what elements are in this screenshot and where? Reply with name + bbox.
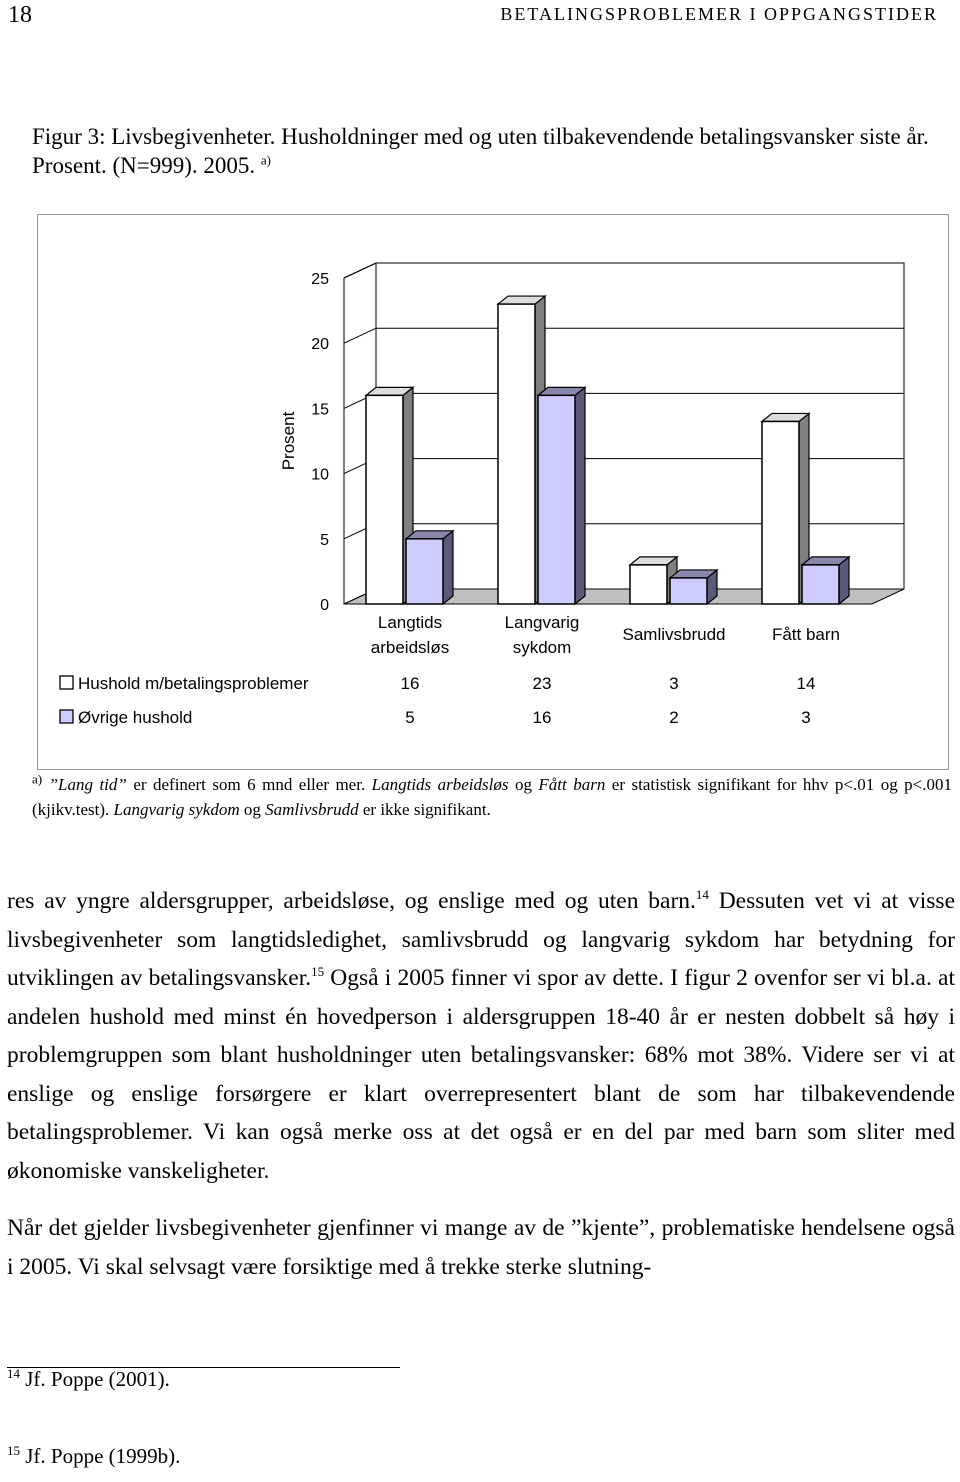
note-text: er statistisk signifikant for hhv p<.01 og p<.001 (kjikv.test). [32,775,952,819]
category-label: Fått barn [771,625,841,644]
category-label: arbeidsløs [370,638,450,657]
paragraph: Når det gjelder livsbegivenheter gjenfinner vi mange av de ”kjente”, problematiske hendelsene også i 2005. Vi skal selvsagt være forsiktige med å trekke sterke slutning- [7,1215,955,1280]
data-table-value: 23 [532,674,552,693]
chart-frame [37,214,949,770]
legend-label: Øvrige hushold [78,708,193,727]
footnote [7,1367,170,1392]
data-table-value: 5 [405,708,415,727]
paragraph [7,882,955,1190]
bar [762,421,799,604]
footnote-text: Jf. Poppe (1999b). [25,1444,181,1468]
bar [630,565,667,604]
bar-chart [38,215,948,769]
y-tick-label: 5 [320,531,329,549]
footnote-number: 14 [7,1366,20,1381]
footnote-ref[interactable]: 15 [311,964,325,980]
note-text: og [508,775,539,794]
bar-side [443,531,453,604]
category-label: Langtids [377,613,443,632]
category-label: Langvarig [504,613,580,632]
figure-caption [32,122,942,180]
running-title: BETALINGSPROBLEMER I OPPGANGSTIDER [500,4,938,24]
note-term: Langtids arbeidsløs [371,775,509,794]
figure-caption-sup: a) [260,152,272,168]
data-table-value: 16 [400,674,420,693]
footnote [7,1444,180,1469]
data-table-value: 16 [532,708,552,727]
data-table-value: 2 [669,708,679,727]
chart-back-wall [376,263,904,589]
data-table-value: 3 [801,708,811,727]
y-tick-label: 15 [311,401,329,419]
bar [538,395,575,604]
bar [366,395,403,604]
y-tick-label: 0 [320,597,329,614]
page-number: 18 [8,2,32,28]
body-text [7,882,955,1286]
y-tick-label: 20 [311,336,329,354]
legend-swatch [60,676,73,689]
y-tick-label: 25 [311,271,329,288]
footnote-ref[interactable]: 14 [695,887,709,903]
category-label: sykdom [512,638,572,657]
bar-side [575,387,585,604]
figure-note [32,772,952,822]
bar [670,578,707,604]
category-label: Samlivsbrudd [622,625,726,644]
figure-caption-text: Figur 3: Livsbegivenheter. Husholdninger med og uten tilbakevendende betalingsvansker siste år. Prosent. (N=999). 2005. [32,124,929,178]
bar [802,565,839,604]
legend-swatch [60,710,73,723]
legend-label: Hushold m/betalingsproblemer [78,674,309,693]
paragraph-text: Også i 2005 finner vi spor av dette. I figur 2 ovenfor ser vi bl.a. at andelen hushold med minst én hovedperson i aldersgruppen 18-40 år er nesten dobbelt så høy i problemgruppen som blant husholdninger uten betalingsvansker: 68% mot 38%. Videre ser vi at enslige og enslige forsørgere er klart overrepresentert blant de som har tilbakevendende betalingsproblemer. Vi kan også merke oss at det også er en del par med barn som sliter med økonomiske vanskeligheter. [7,965,955,1184]
y-axis-title: Prosent [279,411,298,471]
footnote-number: 15 [7,1443,20,1458]
bar [406,539,443,604]
note-text: er ikke signifikant. [358,800,491,819]
note-term: Samlivsbrudd [265,800,359,819]
data-table-value: 3 [669,674,679,693]
bar [498,304,535,604]
paragraph-text: res av yngre aldersgrupper, arbeidsløse, og enslige med og uten barn. [7,888,696,914]
note-sup: a) [32,771,43,787]
data-table-value: 14 [796,674,816,693]
note-text: og [239,800,266,819]
y-tick-label: 10 [311,466,329,484]
paragraph-text: Dessuten vet vi at visse livsbegivenheter som langtidsledighet, samlivsbrudd og langvarig sykdom har betydning for utviklingen av betalingsvansker. [7,888,955,991]
footnote-text: Jf. Poppe (2001). [25,1367,170,1391]
note-term-lang-tid: ”Lang tid” [48,775,127,794]
note-term: Fått barn [538,775,606,794]
note-text: er definert som 6 mnd eller mer. [126,775,372,794]
note-term: Langvarig sykdom [113,800,240,819]
